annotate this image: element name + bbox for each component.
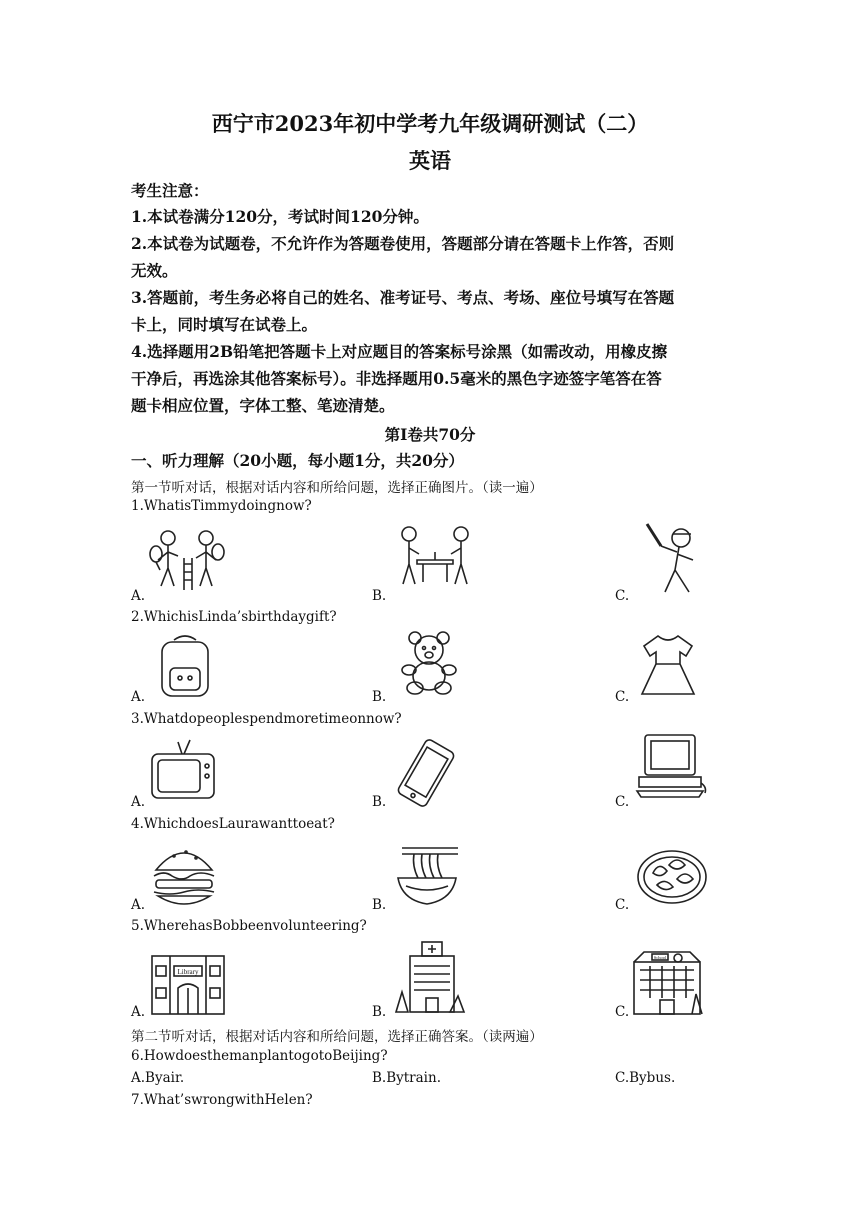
backpack-icon	[150, 632, 220, 700]
volume-heading: 第I卷共70分	[384, 425, 476, 444]
hamburger-icon	[150, 842, 218, 908]
school-icon	[630, 948, 706, 1016]
library-icon	[150, 944, 226, 1016]
dumplings-icon	[635, 843, 709, 907]
noodles-icon	[392, 842, 462, 908]
part1-title: 一、听力理解（20小题，每小题1分，共20分）	[131, 451, 464, 470]
school-sign-text: School	[653, 955, 667, 960]
q4-option-c: C.	[615, 897, 630, 913]
q5-option-a: A.	[131, 1004, 146, 1020]
q3-option-a: A.	[131, 794, 146, 810]
question-1-text: 1.WhatisTimmydoingnow?	[131, 498, 312, 514]
q5-option-b: B.	[372, 1004, 387, 1020]
notice-line-4b: 干净后，再选涂其他答案标号）。非选择题用0.5毫米的黑色字迹签字笔答在答	[131, 369, 662, 388]
question-6-text: 6.HowdoesthemanplantogotoBeijing?	[131, 1048, 388, 1064]
baseball-icon	[635, 520, 707, 596]
notice-line-4c: 题卡相应位置，字体工整、笔迹清楚。	[131, 396, 395, 415]
dress-icon	[632, 632, 704, 700]
q6-option-b: B.Bytrain.	[372, 1070, 441, 1086]
table-tennis-icon	[395, 522, 475, 592]
q1-option-c: C.	[615, 588, 630, 604]
q4-option-b: B.	[372, 897, 387, 913]
page-title: 西宁市2023年初中学考九年级调研测试（二）	[211, 111, 649, 136]
notice-line-3a: 3.答题前，考生务必将自己的姓名、准考证号、考点、考场、座位号填写在答题	[131, 288, 675, 307]
q2-option-c: C.	[615, 689, 630, 705]
q6-option-c: C.Bybus.	[615, 1070, 676, 1086]
tennis-icon	[148, 524, 228, 598]
q1-option-a: A.	[131, 588, 146, 604]
section2-instruction: 第二节听对话，根据对话内容和所给问题，选择正确答案。（读两遍）	[131, 1029, 543, 1045]
computer-icon	[635, 733, 709, 799]
notice-heading: 考生注意：	[131, 181, 209, 200]
q4-option-a: A.	[131, 897, 146, 913]
question-5-text: 5.WherehasBobbeenvolunteering?	[131, 918, 367, 934]
question-2-text: 2.WhichisLinda’sbirthdaygift?	[131, 609, 337, 625]
notice-line-2b: 无效。	[131, 261, 178, 280]
tv-icon	[148, 738, 218, 804]
notice-line-2a: 2.本试卷为试题卷，不允许作为答题卷使用，答题部分请在答题卡上作答，否则	[131, 234, 675, 253]
hospital-icon	[392, 940, 466, 1014]
q3-option-c: C.	[615, 794, 630, 810]
notice-line-1: 1.本试卷满分120分，考试时间120分钟。	[131, 207, 429, 226]
library-sign-text: Library	[177, 968, 199, 976]
smartphone-icon	[390, 738, 462, 808]
q2-option-a: A.	[131, 689, 146, 705]
question-4-text: 4.WhichdoesLaurawanttoeat?	[131, 816, 335, 832]
q5-option-c: C.	[615, 1004, 630, 1020]
q3-option-b: B.	[372, 794, 387, 810]
q6-option-a: A.Byair.	[131, 1070, 185, 1086]
notice-line-4a: 4.选择题用2B铅笔把答题卡上对应题目的答案标号涂黑（如需改动，用橡皮擦	[131, 342, 668, 361]
teddy-bear-icon	[395, 630, 463, 696]
question-7-text: 7.What’swrongwithHelen?	[131, 1092, 313, 1108]
section1-instruction: 第一节听对话，根据对话内容和所给问题，选择正确图片。（读一遍）	[131, 480, 543, 496]
page-subtitle: 英语	[409, 148, 451, 173]
question-3-text: 3.Whatdopeoplespendmoretimeonnow?	[131, 711, 402, 727]
q2-option-b: B.	[372, 689, 387, 705]
q1-option-b: B.	[372, 588, 387, 604]
notice-line-3b: 卡上，同时填写在试卷上。	[131, 315, 318, 334]
